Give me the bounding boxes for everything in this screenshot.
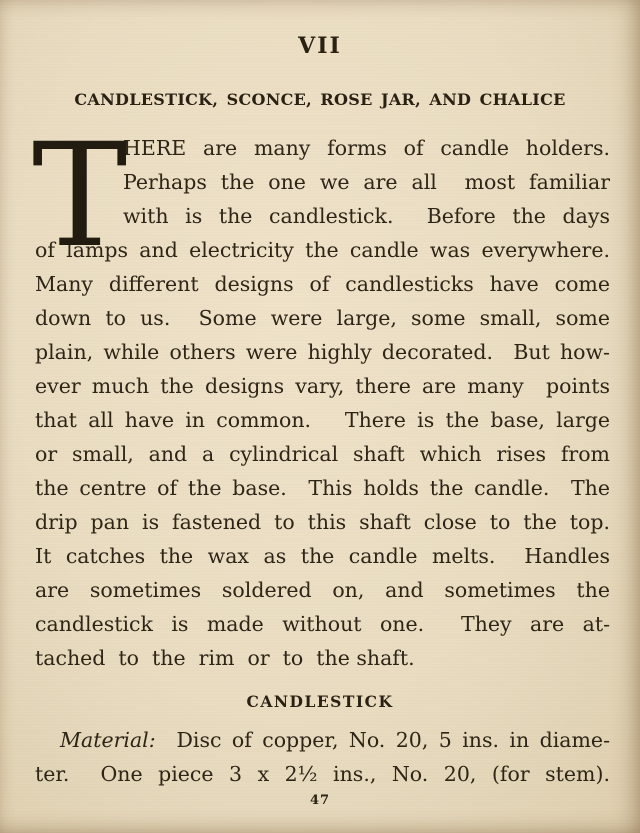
body-line: candlestick is made without one. They are at- [35,612,610,636]
chapter-title: CANDLESTICK, SCONCE, ROSE JAR, AND CHALICE [74,90,566,109]
body-line: with is the candlestick. Before the days [123,204,610,228]
body-line: that all have in common. There is the base, large [35,408,610,432]
material-line-text: Disc of copper, No. 20, 5 ins. in diame- [155,728,610,752]
body-line: drip pan is fastened to this shaft close to the top. [35,510,610,534]
material-line: ter. One piece 3 x 2½ ins., No. 20, (for stem). [35,762,610,786]
body-line: the centre of the base. This holds the candle. The [35,476,610,500]
body-line: down to us. Some were large, some small, some [35,306,610,330]
body-line: HERE are many forms of candle holders. [123,136,610,160]
drop-cap-letter: T [32,112,128,279]
material-line [35,723,610,757]
body-paragraph [32,112,610,675]
body-line: tached to the rim or to the shaft. [35,646,415,670]
body-line: ever much the designs vary, there are many points [35,374,610,398]
body-line: It catches the wax as the candle melts. Handles [35,544,610,568]
body-line: are sometimes soldered on, and sometimes the [35,578,610,602]
section-heading: CANDLESTICK [246,692,394,711]
body-line: or small, and a cylindrical shaft which rises from [35,442,610,466]
chapter-number: VII [298,33,342,59]
material-paragraph [35,723,610,791]
body-line: plain, while others were highly decorated. But how- [35,340,610,364]
body-line: of lamps and electricity the candle was everywhere. [35,238,610,262]
material-label: Material: [60,728,156,752]
body-line: Many different designs of candlesticks have come [35,272,610,296]
page-number: 47 [309,793,331,808]
body-line: Perhaps the one we are all most familiar [123,170,610,194]
